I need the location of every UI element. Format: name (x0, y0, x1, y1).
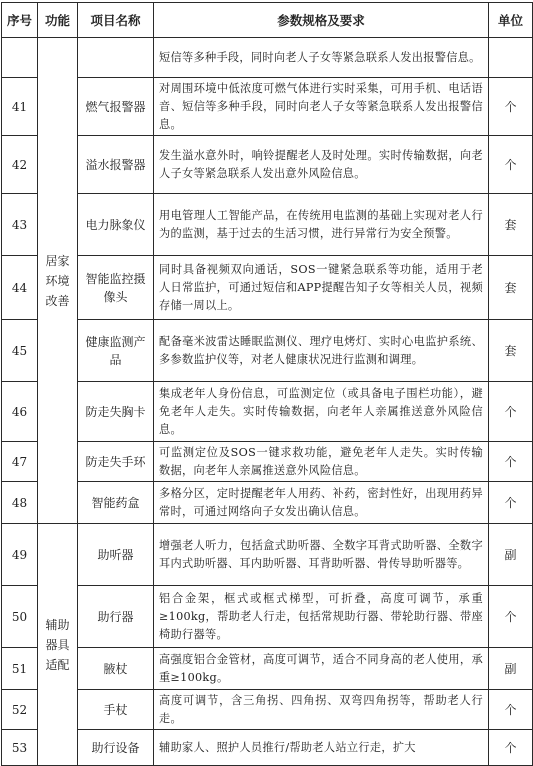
row-seq: 50 (2, 586, 38, 648)
table-row (2, 442, 533, 482)
row-unit (489, 38, 533, 78)
table-row (2, 256, 533, 320)
row-unit: 套 (489, 320, 533, 382)
group-cell (38, 38, 78, 524)
row-unit: 个 (489, 690, 533, 730)
table-row (2, 524, 533, 586)
row-seq: 46 (2, 382, 38, 442)
row-unit: 副 (489, 524, 533, 586)
table-row (2, 78, 533, 136)
row-seq (2, 38, 38, 78)
row-name: 助行器 (78, 586, 154, 648)
table-row (2, 320, 533, 382)
row-name: 助行设备 (78, 730, 154, 766)
table-row (2, 382, 533, 442)
row-name (78, 38, 154, 78)
row-name: 智能监控摄像头 (78, 256, 154, 320)
row-spec: 增强老人听力，包括盒式助听器、全数字耳背式助听器、全数字耳内式助听器、耳内助听器、耳背助听器、骨传导助听器等。 (154, 524, 489, 586)
row-unit: 个 (489, 442, 533, 482)
table-row (2, 136, 533, 194)
row-spec: 多格分区，定时提醒老年人用药、补药，密封性好，出现用药异常时，可通过网络向子女发出确认信息。 (154, 482, 489, 524)
row-spec: 可监测定位及SOS一键求救功能，避免老年人走失。实时传输数据，向老年人亲属推送意外风险信息。 (154, 442, 489, 482)
row-name: 腋杖 (78, 648, 154, 690)
row-name: 电力脉象仪 (78, 194, 154, 256)
row-name: 手杖 (78, 690, 154, 730)
row-seq: 52 (2, 690, 38, 730)
row-spec: 集成老年人身份信息，可监测定位（或具备电子围栏功能），避免老年人走失。实时传输数据，向老年人亲属推送意外风险信息。 (154, 382, 489, 442)
row-spec: 辅助家人、照护人员推行/帮助老人站立行走，扩大 (154, 730, 489, 766)
header-spec: 参数规格及要求 (154, 3, 489, 38)
header-func: 功能 (38, 3, 78, 38)
row-seq: 42 (2, 136, 38, 194)
table-row (2, 690, 533, 730)
header-row (2, 3, 533, 38)
row-unit: 套 (489, 256, 533, 320)
row-unit: 个 (489, 730, 533, 766)
row-spec: 高度可调节，含三角拐、四角拐、双弯四角拐等，帮助老人行走。 (154, 690, 489, 730)
row-seq: 45 (2, 320, 38, 382)
row-unit: 个 (489, 586, 533, 648)
header-seq: 序号 (2, 3, 38, 38)
row-spec: 发生溢水意外时，响铃提醒老人及时处理。实时传输数据，向老人子女等紧急联系人发出意外风险信息。 (154, 136, 489, 194)
row-name: 溢水报警器 (78, 136, 154, 194)
row-seq: 49 (2, 524, 38, 586)
row-name: 防走失胸卡 (78, 382, 154, 442)
row-spec: 高强度铝合金管材，高度可调节，适合不同身高的老人使用，承重≥100kg。 (154, 648, 489, 690)
row-seq: 43 (2, 194, 38, 256)
table-row (2, 482, 533, 524)
table-row (2, 586, 533, 648)
row-name: 健康监测产品 (78, 320, 154, 382)
row-spec: 短信等多种手段，同时向老人子女等紧急联系人发出报警信息。 (154, 38, 489, 78)
row-spec: 铝合金架，框式或框式梯型，可折叠，高度可调节，承重≥100kg，帮助老人行走，包括常规助行器、带轮助行器、带座椅助行器等。 (154, 586, 489, 648)
row-spec: 对周围环境中低浓度可燃气体进行实时采集，可用手机、电话语音、短信等多种手段，同时向老人子女等紧急联系人发出报警信息。 (154, 78, 489, 136)
row-spec: 同时具备视频双向通话，SOS一键紧急联系等功能，适用于老人日常监护，可通过短信和APP提醒告知子女等相关人员，视频存储一周以上。 (154, 256, 489, 320)
table-row (2, 194, 533, 256)
table-row (2, 38, 533, 78)
table-row (2, 648, 533, 690)
row-name: 防走失手环 (78, 442, 154, 482)
row-seq: 47 (2, 442, 38, 482)
row-seq: 41 (2, 78, 38, 136)
row-spec: 用电管理人工智能产品，在传统用电监测的基础上实现对老人行为的监测，基于过去的生活习惯，进行异常行为安全预警。 (154, 194, 489, 256)
row-unit: 个 (489, 78, 533, 136)
row-spec: 配备毫米波雷达睡眠监测仪、理疗电烤灯、实时心电监护系统、多参数监护仪等，对老人健康状况进行监测和调理。 (154, 320, 489, 382)
row-unit: 套 (489, 194, 533, 256)
row-unit: 个 (489, 482, 533, 524)
row-unit: 个 (489, 136, 533, 194)
row-name: 助听器 (78, 524, 154, 586)
row-unit: 个 (489, 382, 533, 442)
group-label: 居家 环境 改善 (45, 253, 70, 308)
header-unit: 单位 (489, 3, 533, 38)
row-unit: 副 (489, 648, 533, 690)
group-label: 辅助 器具 适配 (45, 617, 70, 672)
row-seq: 44 (2, 256, 38, 320)
row-seq: 48 (2, 482, 38, 524)
row-seq: 53 (2, 730, 38, 766)
row-seq: 51 (2, 648, 38, 690)
group-cell (38, 524, 78, 766)
header-name: 项目名称 (78, 3, 154, 38)
row-name: 燃气报警器 (78, 78, 154, 136)
row-name: 智能药盒 (78, 482, 154, 524)
table-row (2, 730, 533, 766)
spec-table (1, 2, 533, 766)
